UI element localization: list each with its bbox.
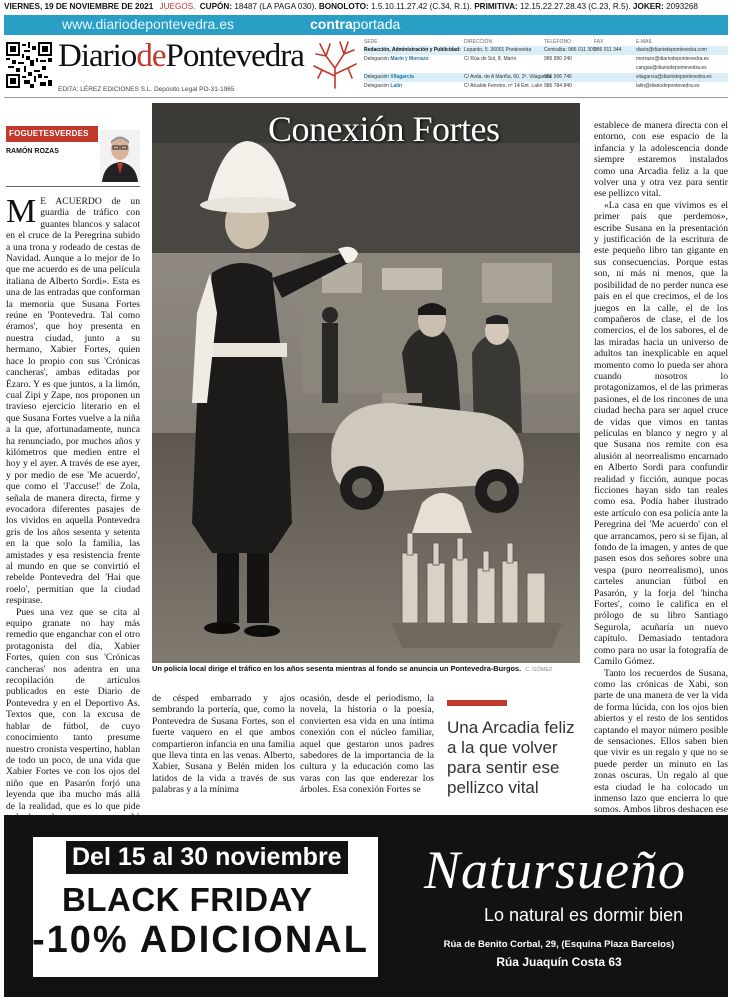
masthead-diario: Diario — [58, 38, 137, 74]
masthead-pontevedra: Pontevedra — [165, 38, 304, 74]
pullquote-accent — [447, 700, 507, 706]
paragraph: Pues una vez que se cita al equipo granate no hay más remedio que enganchar con el otro protagonista del día, Xabier Fortes, quien con sus 'Crónicas cancheras' nos adentra en una recopilación de artículos publicados en este Diario de Pontevedra y en el Deportivo As. Textos que, con la excusa de hablar de fútbol, de cuyo conocimiento tanto presume nuestro cronista vespertino, hablan de todo un poco, de una vida que Xabier Fortes ve con los ojos del niño que en Pasarón forjó una leyenda que iba mucho más allá de la realidad, que es lo que pide — [6, 606, 140, 812]
contact-label-join: y — [405, 56, 408, 62]
contact-phone: 986 784 840 — [544, 83, 572, 89]
contact-phone: 986 890 240 — [544, 56, 572, 62]
section-tag: FOGUETESVERDES — [6, 126, 98, 142]
advertisement-banner[interactable] — [4, 815, 728, 997]
ad-address-2: Rúa Juaquín Costa 63 — [496, 955, 622, 969]
contact-row-marin — [364, 55, 728, 64]
contact-phone: Centralita: 986 011 300 — [544, 47, 596, 53]
contact-label: Delegación — [364, 74, 390, 80]
header-telefono: TELÉFONO — [544, 39, 571, 45]
primitiva-label: PRIMITIVA: — [474, 2, 518, 11]
contact-label-city: Lalín — [390, 83, 403, 89]
ad-dates: Del 15 al 30 noviembre — [66, 841, 348, 874]
paragraph: Tanto los recuerdos de Susana, como las crónicas de Xabi, son parte de una manera de ver la vida de forma lúcida, con los ojos bien abiertos y el resto de los sentidos captando el mayor número posible de sensaciones. Ellos saben bien que vivir es un regalo y que no se puede perder un minuto en las zonas oscuras. Un regalo al que esta ciudad le ha colocado un inmenso lazo que encierra lo que somos. Ambos libros deshacen ese — [594, 667, 728, 816]
contact-row-cangas — [364, 64, 728, 73]
photo-credit: C. GÓMEZ — [525, 667, 553, 673]
site-url-link[interactable]: www.diariodepontevedra.es — [62, 16, 234, 32]
ad-brand-logo: Natursueño — [424, 840, 687, 900]
joker-value: 2093268 — [666, 2, 698, 11]
joker-label: JOKER: — [632, 2, 664, 11]
paragraph: establece de manera directa con el entorno, con ese espacio de la infancia y la adolescencia donde siempre estaremos instalados como una Arcadia feliz a la que volver una y otra vez para sentir ese pellizco vital. — [594, 120, 728, 200]
paragraph-text: E ACUERDO de un guardia de tráfico con guantes blancos y salacot en el cruce de la Peregrina subido a una trona y rodeado de cestas de Navidad. Aunque a lo mejor de lo que me acuerdo es de una película italiana de Alberto Sordi». Esta es una de las entradas que conforman la memoria que Susana Fortes reúne en 'Pontevedra. Tal como éramos', que hoy presenta en nuestra ciudad, junto a su hermano, Xabier Fortes, quien hace lo propio con sus 'Crónicas cancheras', ambas editadas por Ézaro. Y es que juntos, a la limón, cual Zipi y Zape, nos proponen un travieso ejercicio literario en el que Susana Fortes vuelve a la niña a la que, afortunadamente, nunca ha renunciado, por muchos años y kilómetros que medien entre el hoy y el ayer. A través de ese ayer, y por medio de ese 'Me acuerdo', que como el 'J'accuse!' de Zola, señala de manera directa, firme y evocadora diferentes pasajes de los vividos en aquella Pontevedra gris de los años sesenta y setenta en la que solo la familia, las amistades y esa resistencia frente al mundo en que se convirtió el rebelde Pontevedra del 'Hai que roelo', permitían que la ciudad respirase. — [6, 196, 140, 607]
article-photo[interactable] — [152, 103, 580, 663]
primitiva-value: 12.15.22.27.28.43 (C.23, R.5). — [520, 2, 631, 11]
contact-email[interactable]: vilagarcia@diariodepontevedra.es — [636, 74, 712, 80]
contact-label: Delegación — [364, 56, 390, 62]
contact-table-header — [364, 38, 728, 46]
author-divider — [6, 186, 140, 187]
contact-table — [364, 38, 728, 91]
coral-logo-icon — [312, 38, 358, 88]
contact-address: Lepanto, 5. 36001 Pontevedra — [464, 47, 532, 53]
bonoloto-value: 1.5.10.11.27.42 (C.34, R.1). — [371, 2, 472, 11]
author-name: RAMÓN ROZAS — [6, 148, 59, 155]
contact-row-redaccion — [364, 46, 728, 55]
article-column-4 — [594, 120, 728, 816]
contra-rest: portada — [352, 16, 401, 32]
article-title: Conexión Fortes — [268, 109, 500, 149]
contact-email[interactable]: morrazo@diariodepontevedra.es — [636, 56, 709, 62]
header-sede: SEDE — [364, 39, 378, 45]
ad-address-1: Rúa de Benito Corbal, 29, (Esquina Plaza Barcelos) — [443, 939, 675, 950]
caption-text: Un policía local dirige el tráfico en los años sesenta mientras al fondo se anuncia un Pontevedra-Burgos. — [152, 664, 522, 673]
publisher-info: EDITA: LÉREZ EDICIONES S.L. Depósito Legal PO-31-1965 — [58, 86, 235, 93]
contact-row-lalin — [364, 82, 728, 91]
issue-date: VIERNES, 19 DE NOVIEMBRE DE 2021 — [4, 2, 154, 11]
pullquote: Una Arcadia feliz a la que volver para sentir ese pellizco vital — [447, 718, 575, 797]
article-column-3 — [300, 693, 434, 803]
lottery-topline — [0, 0, 750, 14]
contact-row-vilagarcia — [364, 73, 728, 82]
contact-address: C/ Alcalde Ferreiro, nº 14 Ent. Lalín — [464, 83, 543, 89]
contact-label-city: Vilagarcía — [390, 74, 414, 80]
article-column-2 — [152, 693, 295, 803]
contact-email[interactable]: lalin@diariodepontevedra.es — [636, 83, 700, 89]
cupon-label: CUPÓN: — [199, 2, 233, 11]
photo-caption — [152, 664, 580, 673]
bonoloto-label: BONOLOTO: — [318, 2, 369, 11]
paragraph — [6, 193, 140, 607]
header-fax: FAX — [594, 39, 604, 45]
qr-code-icon[interactable] — [6, 42, 52, 88]
ad-slogan: Lo natural es dormir bien — [484, 905, 684, 925]
paragraph: de césped embarrado y ajos sembrando la portería, que, como la Pontevedra de Susana Fortes, son el fuerte vaquero en el que ambos compartieron infancia en una familia que lleva tinta en las venas. Alberto, Xabier, Susana y Belén miden los latidos de la vida a través de sus palabras y a la mínima — [152, 693, 295, 796]
paragraph: «La casa en que vivimos es el primer país que perdemos», escribe Susana en la presentación y justificación de la escritura de este pequeño libro tan gigante en sus consecuencias. Porque estas son, ni más ni menos, que la posibilidad de no perder nunca ese país en el que crecimos, el de los juegos en la calle, el de los compañeros de clase, el de los comercios, el de los sabores, el de las miradas hacia un universo de adultos tan inexplicable en aquel momento como lo pueda ser ahora cuando nosotros lo protagonizamos, el de las primeras pasiones, el de los rincones de una ciudad hecha para ser aquel cruce de vidas que vimos en tantas películas en blanco y negro y al que Susana nos remite con esa alusión al neorrealismo encarnado en Alberto Sordi para confundir realidad y ficción, aunque pocas ficciones hayan sido tan reales como esa. Podía haber ilustrado este artículo con esa policía ante la Peregrina del 'Me acuerdo' con el que arrancamos, pero si se fijan, al fondo de la imagen, y antes de que pasen esos dos señores sobre una vespa (puro neorrealismo), unos carteles anuncian fútbol en Pasarón, y la forja del 'hincha Fortes', como le califica en el prólogo de su libro Santiago Segurola, acuñaría un nuevo capítulo. Demasiado tentadora como para no usar la fotografía de Camilo Gómez. — [594, 199, 728, 668]
drop-cap: M — [6, 193, 37, 230]
cupon-value: 18487 (LA PAGA 030). — [234, 2, 317, 11]
contact-phone: 986 506 745 — [544, 74, 572, 80]
newspaper-masthead — [58, 38, 304, 75]
contact-label: Redacción, Administración y Publicidad: — [364, 47, 461, 53]
masthead-de: de — [136, 38, 166, 74]
contact-fax — [594, 55, 636, 64]
contact-address: C/ Rúa do Sol, 8. Marín — [464, 56, 517, 62]
juegos-label: JUEGOS. — [159, 2, 196, 11]
article-column-1 — [6, 193, 140, 812]
header-direccion: DIRECCIÓN — [464, 39, 493, 45]
author-photo — [100, 130, 140, 182]
ad-black-friday: BLACK FRIDAY — [62, 881, 313, 918]
ad-discount: -10% ADICIONAL — [32, 919, 369, 961]
header-email: E-MAIL — [636, 39, 653, 45]
contact-email[interactable]: diario@diariodepontevedra.com — [636, 47, 707, 53]
contra-bold: contra — [310, 16, 353, 32]
masthead-divider — [4, 97, 728, 98]
contact-label: Delegación — [364, 83, 390, 89]
contact-email[interactable]: cangas@diariodepontevedra.es — [636, 65, 707, 71]
paragraph: ocasión, desde el periodismo, la novela, la historia o la poesía, convierten esa vida en una íntima conexión con el núcleo familiar, aquel que gestaron unos padres sabedores de la importancia de la cultura y la educación como las varas con las que enderezar los árboles. Esa conexión Fortes se — [300, 693, 434, 796]
contact-address: C/ Avda. de A Mariña, 60. 2ª. Vilagarcía — [464, 74, 552, 80]
contact-label-city2: Morrazo — [409, 56, 429, 62]
contact-label-city: Marín — [390, 56, 404, 62]
contact-fax — [594, 82, 636, 91]
contact-fax — [594, 73, 636, 82]
contact-fax: 986 011 344 — [594, 47, 622, 53]
section-contraportada — [310, 16, 400, 32]
url-bar — [4, 15, 728, 35]
